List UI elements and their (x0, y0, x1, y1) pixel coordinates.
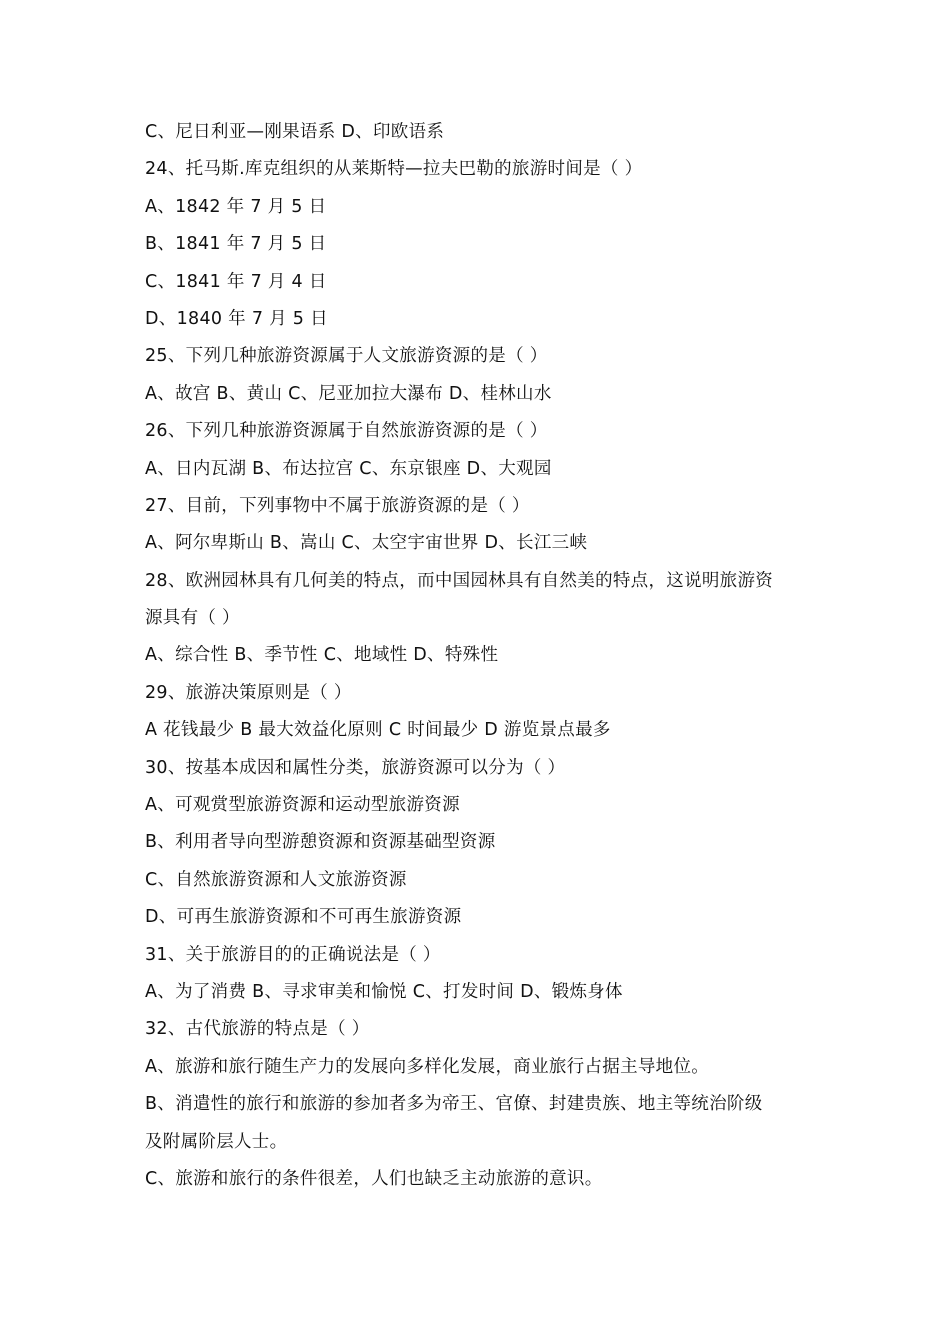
question-30: 30、按基本成因和属性分类，旅游资源可以分为（ ） (145, 757, 566, 778)
question-31-options: A、为了消费 B、寻求审美和愉悦 C、打发时间 D、锻炼身体 (145, 981, 623, 1002)
question-26: 26、下列几种旅游资源属于自然旅游资源的是（ ） (145, 421, 548, 442)
question-24: 24、托马斯.库克组织的从莱斯特—拉夫巴勒的旅游时间是（ ） (145, 159, 643, 180)
question-26-options: A、日内瓦湖 B、布达拉宫 C、东京银座 D、大观园 (145, 458, 552, 479)
question-28-line-2: 源具有（ ） (145, 608, 240, 629)
question-32: 32、古代旅游的特点是（ ） (145, 1019, 370, 1040)
question-27-options: A、阿尔卑斯山 B、嵩山 C、太空宇宙世界 D、长江三峡 (145, 533, 588, 554)
question-25: 25、下列几种旅游资源属于人文旅游资源的是（ ） (145, 346, 548, 367)
question-32-option-b-line-2: 及附属阶层人士。 (145, 1131, 288, 1152)
question-32-option-c: C、旅游和旅行的条件很差，人们也缺乏主动旅游的意识。 (145, 1168, 603, 1189)
question-30-option-c: C、自然旅游资源和人文旅游资源 (145, 869, 407, 890)
question-28-line-1: 28、欧洲园林具有几何美的特点，而中国园林具有自然美的特点，这说明旅游资 (145, 570, 774, 591)
question-31: 31、关于旅游目的的正确说法是（ ） (145, 944, 441, 965)
question-29: 29、旅游决策原则是（ ） (145, 682, 352, 703)
document-body (145, 114, 825, 1198)
question-24-option-c: C、1841 年 7 月 4 日 (145, 271, 327, 292)
question-25-options: A、故宫 B、黄山 C、尼亚加拉大瀑布 D、桂林山水 (145, 383, 552, 404)
question-30-option-a: A、可观赏型旅游资源和运动型旅游资源 (145, 795, 460, 816)
question-30-option-b: B、利用者导向型游憩资源和资源基础型资源 (145, 832, 496, 853)
question-30-option-d: D、可再生旅游资源和不可再生旅游资源 (145, 907, 462, 928)
question-27: 27、目前，下列事物中不属于旅游资源的是（ ） (145, 495, 530, 516)
question-32-option-a: A、旅游和旅行随生产力的发展向多样化发展，商业旅行占据主导地位。 (145, 1056, 710, 1077)
question-24-option-b: B、1841 年 7 月 5 日 (145, 234, 327, 255)
question-32-option-b-line-1: B、消遣性的旅行和旅游的参加者多为帝王、官僚、封建贵族、地主等统治阶级 (145, 1094, 763, 1115)
question-24-option-a: A、1842 年 7 月 5 日 (145, 196, 327, 217)
question-29-options: A 花钱最少 B 最大效益化原则 C 时间最少 D 游览景点最多 (145, 720, 611, 741)
question-24-option-d: D、1840 年 7 月 5 日 (145, 308, 328, 329)
option-line-23c-23d: C、尼日利亚—刚果语系 D、印欧语系 (145, 122, 445, 142)
question-28-options: A、综合性 B、季节性 C、地域性 D、特殊性 (145, 645, 499, 666)
